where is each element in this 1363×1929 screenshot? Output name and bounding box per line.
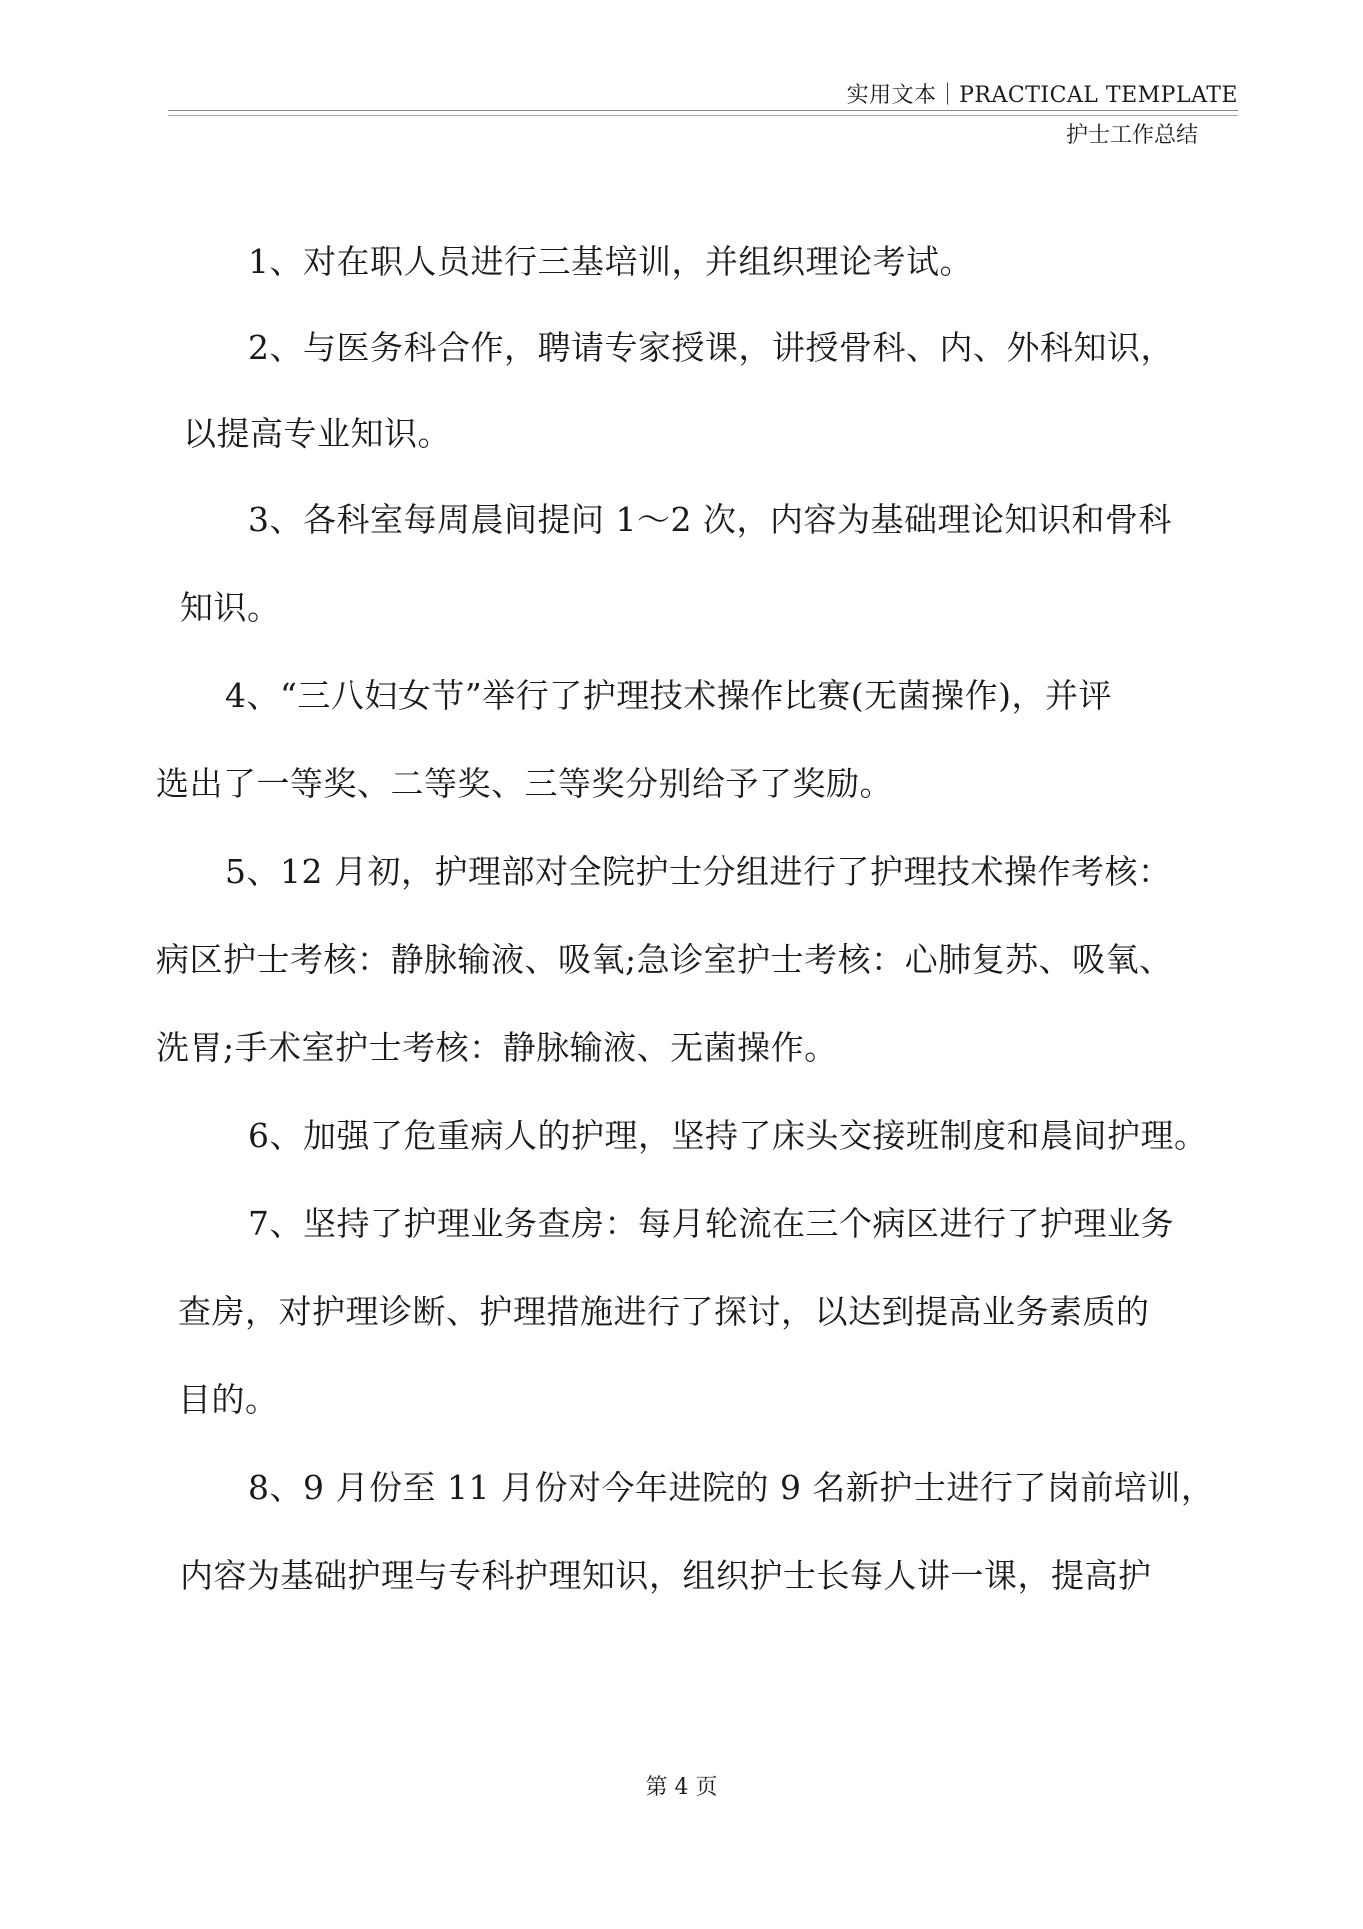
text-line: 1、对在职人员进行三基培训，并组织理论考试。 [248,242,973,281]
text-line: 知识。 [180,588,281,627]
text-line: 查房，对护理诊断、护理措施进行了探讨，以达到提高业务素质的 [178,1292,1150,1331]
text-line: 2、与医务科合作，聘请专家授课，讲授骨科、内、外科知识， [248,328,1174,367]
text-line: 病区护士考核：静脉输液、吸氧;急诊室护士考核：心肺复苏、吸氧、 [156,940,1173,979]
text-line: 4、“三八妇女节”举行了护理技术操作比赛(无菌操作)，并评 [225,676,1112,715]
text-line: 内容为基础护理与专科护理知识，组织护士长每人讲一课，提高护 [180,1556,1152,1595]
page-number: 第 4 页 [645,1775,718,1800]
text-line: 以提高专业知识。 [183,414,451,453]
text-line: 目的。 [178,1380,279,1419]
text-line: 7、坚持了护理业务查房：每月轮流在三个病区进行了护理业务 [248,1204,1174,1243]
header-title: 实用文本｜PRACTICAL TEMPLATE [846,83,1238,108]
header-divider [168,110,1238,116]
text-line: 6、加强了危重病人的护理，坚持了床头交接班制度和晨间护理。 [248,1116,1208,1155]
text-line: 3、各科室每周晨间提问 1～2 次，内容为基础理论知识和骨科 [248,500,1172,539]
text-line: 选出了一等奖、二等奖、三等奖分别给予了奖励。 [156,764,893,803]
header-subtitle: 护士工作总结 [1065,123,1198,148]
text-line: 洗胃;手术室护士考核：静脉输液、无菌操作。 [156,1028,838,1067]
text-line: 5、12 月初，护理部对全院护士分组进行了护理技术操作考核： [225,852,1172,891]
text-line: 8、9 月份至 11 月份对今年进院的 9 名新护士进行了岗前培训， [248,1468,1215,1507]
